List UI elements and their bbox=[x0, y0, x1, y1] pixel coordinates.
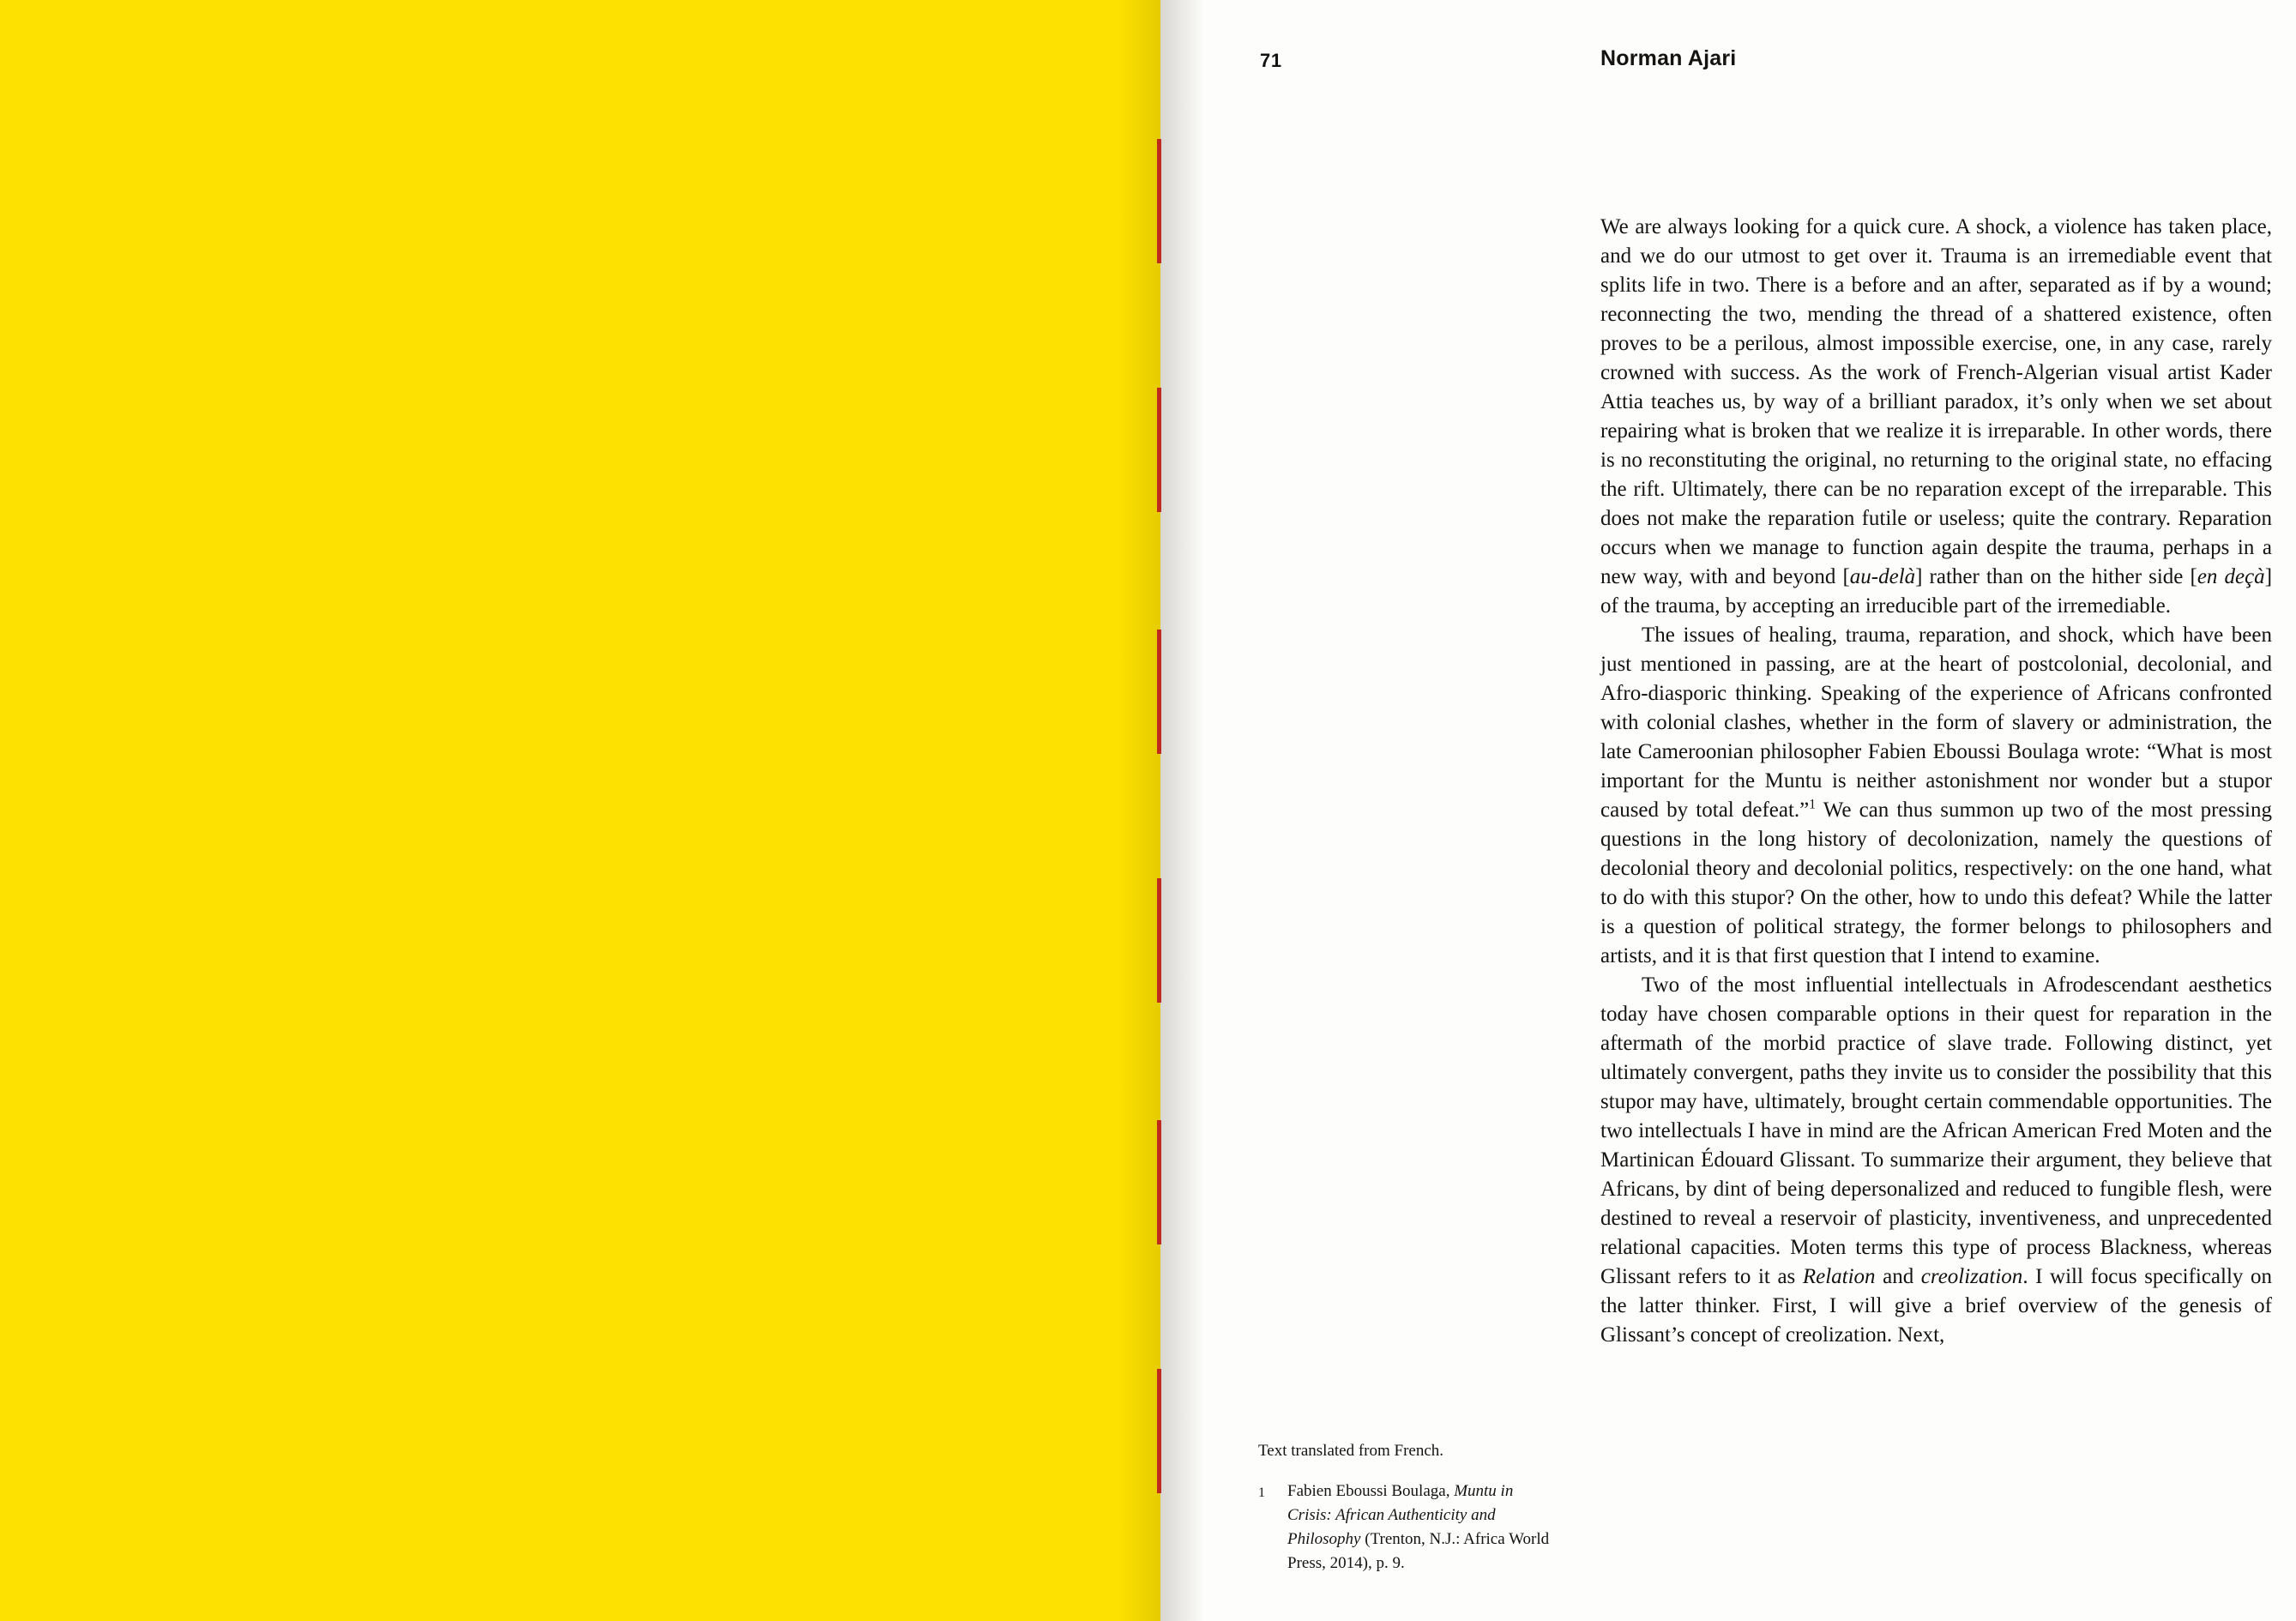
spine-red-mark bbox=[1157, 139, 1161, 263]
page-number: 71 bbox=[1260, 50, 1282, 71]
spine-red-mark bbox=[1157, 388, 1161, 512]
body-paragraph: The issues of healing, trauma, reparation, and shock, which have been just mentioned in passing, are at the heart of postcolonial, decolonial, and Afro-diasporic thinking. Speaking of the experience of Africans confronted with colonial clashes, whether in the form of slavery or administration, the late Cameroonian philosopher Fabien Eboussi Boulaga wrote: “What is most important for the Muntu is neither astonishment nor wonder but a stupor caused by total defeat.”$^1$ We can thus summon up two of the most pressing questions in the long history of decolonization, namely the questions of decolonial theory and decolonial politics, respectively: on the one hand, what to do with this stupor? On the other, how to undo this defeat? While the latter is a question of political strategy, the former belongs to philosophers and artists, and it is that first question that I intend to examine. bbox=[1600, 624, 2273, 967]
translation-note: Text translated from French. bbox=[1258, 1442, 1444, 1460]
footnote-number: 1 bbox=[1258, 1485, 1265, 1500]
main-text-column bbox=[1600, 213, 2272, 1350]
spine-shadow-white bbox=[1160, 0, 1205, 1621]
spine-red-mark bbox=[1157, 878, 1161, 1003]
spine-red-mark bbox=[1157, 1120, 1161, 1244]
spine-red-mark bbox=[1157, 630, 1161, 754]
body-paragraph: Two of the most influential intellectuals in Afrodescendant aesthetics today have chosen comparable options in their quest for reparation in the aftermath of the morbid practice of slave trade. Following distinct, yet ultimately convergent, paths they invite us to consider the possibility that this stupor may have, ultimately, brought certain commendable opportunities. The two intellectuals I have in mind are the African American Fred Moten and the Martinican Édouard Glissant. To summarize their argument, they believe that Africans, by dint of being depersonalized and reduced to fungible flesh, were destined to reveal a reservoir of plasticity, inventiveness, and unprecedented relational capacities. Moten terms this type of process Blackness, whereas Glissant refers to it as Relation and creolization. I will focus specifically on the latter thinker. First, I will give a brief overview of the genesis of Glissant’s concept of creolization. Next, bbox=[1600, 973, 2272, 1347]
page-header-author: Norman Ajari bbox=[1600, 46, 1737, 70]
footnote-column bbox=[1258, 1439, 1557, 1576]
spine-red-mark bbox=[1157, 1369, 1161, 1493]
footnote-text: Fabien Eboussi Boulaga, Muntu in Crisis: African Authenticity and Philosophy (Trenton, N.J.: Africa World Press, 2014), p. 9. bbox=[1287, 1482, 1550, 1572]
body-paragraph: We are always looking for a quick cure. A shock, a violence has taken place, and we do our utmost to get over it. Trauma is an irremediable event that splits life in two. There is a before and an after, separated as if by a wound; reconnecting the two, mending the thread of a shattered existence, often proves to be a perilous, almost impossible exercise, one, in any case, rarely crowned with success. As the work of French-Algerian visual artist Kader Attia teaches us, by way of a brilliant paradox, it’s only when we set about repairing what is broken that we realize it is irreparable. In other words, there is no reconstituting the original, no returning to the original state, no effacing the rift. Ultimately, there can be no reparation except of the irreparable. This does not make the reparation futile or useless; quite the contrary. Reparation occurs when we manage to function again despite the trauma, perhaps in a new way, with and beyond [au-delà] rather than on the hither side [en deçà] of the trauma, by accepting an irreducible part of the irremediable. bbox=[1600, 215, 2273, 618]
footnote-item bbox=[1258, 1479, 1557, 1576]
